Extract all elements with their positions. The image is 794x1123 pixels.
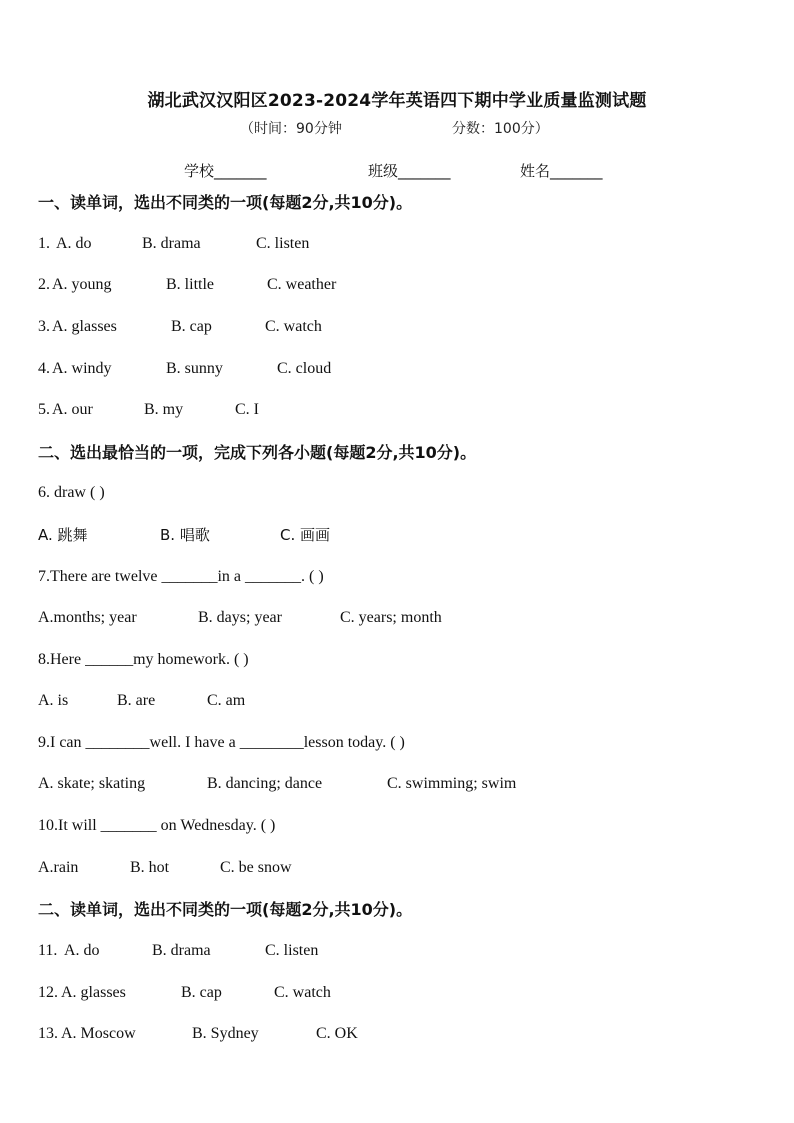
option-b[interactable]: B. drama <box>152 942 211 959</box>
option-a[interactable]: A. Moscow <box>61 1025 136 1042</box>
option-c[interactable]: C. listen <box>265 942 319 959</box>
option-a[interactable]: A. 跳舞 <box>38 526 88 544</box>
question-number: 2. <box>38 276 50 293</box>
option-c[interactable]: C. be snow <box>220 859 292 876</box>
option-a[interactable]: A. young <box>52 276 112 293</box>
question-10-stem: 10.It will _______ on Wednesday. ( ) <box>38 817 276 834</box>
option-c[interactable]: C. am <box>207 692 246 709</box>
class-field[interactable]: 班级_______ <box>368 162 451 180</box>
name-field[interactable]: 姓名_______ <box>520 162 603 180</box>
option-a[interactable]: A. glasses <box>52 318 117 335</box>
exam-score: 分数：100分） <box>452 121 549 137</box>
option-c[interactable]: C. I <box>235 401 259 418</box>
option-a[interactable]: A. glasses <box>61 984 126 1001</box>
section-3-heading: 二、读单词，选出不同类的一项(每题2分,共10分)。 <box>38 900 413 919</box>
option-b[interactable]: B. hot <box>130 859 170 876</box>
option-b[interactable]: B. little <box>166 276 214 293</box>
question-number: 3. <box>38 318 50 335</box>
option-c[interactable]: C. cloud <box>277 360 332 377</box>
question-number: 4. <box>38 360 50 377</box>
option-b[interactable]: B. dancing; dance <box>207 775 323 792</box>
question-number: 1. <box>38 235 50 252</box>
option-a[interactable]: A.months; year <box>38 609 137 626</box>
option-a[interactable]: A.rain <box>38 859 79 876</box>
exam-title: 湖北武汉汉阳区2023-2024学年英语四下期中学业质量监测试题 <box>147 91 647 111</box>
option-b[interactable]: B. 唱歌 <box>160 526 210 544</box>
exam-time: （时间：90分钟 <box>240 121 342 137</box>
question-number: 11. <box>38 942 58 959</box>
option-a[interactable]: A. is <box>38 692 69 709</box>
option-c[interactable]: C. weather <box>267 276 337 293</box>
option-c[interactable]: C. watch <box>274 984 331 1001</box>
question-number: 12. <box>38 984 58 1001</box>
option-a[interactable]: A. skate; skating <box>38 775 146 792</box>
option-a[interactable]: A. do <box>64 942 100 959</box>
question-number: 5. <box>38 401 50 418</box>
section-1-heading: 一、读单词，选出不同类的一项(每题2分,共10分)。 <box>38 193 413 212</box>
option-b[interactable]: B. sunny <box>166 360 223 377</box>
option-b[interactable]: B. cap <box>181 984 222 1001</box>
question-7-stem: 7.There are twelve _______in a _______. ( ) <box>38 568 324 585</box>
section-2-heading: 二、选出最恰当的一项，完成下列各小题(每题2分,共10分)。 <box>38 443 477 462</box>
question-8-stem: 8.Here ______my homework. ( ) <box>38 651 249 668</box>
option-c[interactable]: C. listen <box>256 235 310 252</box>
option-a[interactable]: A. do <box>56 235 92 252</box>
option-b[interactable]: B. are <box>117 692 156 709</box>
option-a[interactable]: A. windy <box>52 360 112 377</box>
option-b[interactable]: B. drama <box>142 235 201 252</box>
option-a[interactable]: A. our <box>52 401 93 418</box>
question-6-stem: 6. draw ( ) <box>38 484 105 501</box>
option-c[interactable]: C. years; month <box>340 609 442 626</box>
option-c[interactable]: C. watch <box>265 318 322 335</box>
question-9-stem: 9.I can ________well. I have a ________lesson today. ( ) <box>38 734 405 751</box>
option-b[interactable]: B. my <box>144 401 184 418</box>
option-c[interactable]: C. OK <box>316 1025 358 1042</box>
question-number: 13. <box>38 1025 58 1042</box>
option-c[interactable]: C. 画画 <box>280 526 331 544</box>
option-c[interactable]: C. swimming; swim <box>387 775 517 792</box>
option-b[interactable]: B. days; year <box>198 609 282 626</box>
option-b[interactable]: B. Sydney <box>192 1025 259 1042</box>
option-b[interactable]: B. cap <box>171 318 212 335</box>
school-field[interactable]: 学校_______ <box>184 162 267 180</box>
